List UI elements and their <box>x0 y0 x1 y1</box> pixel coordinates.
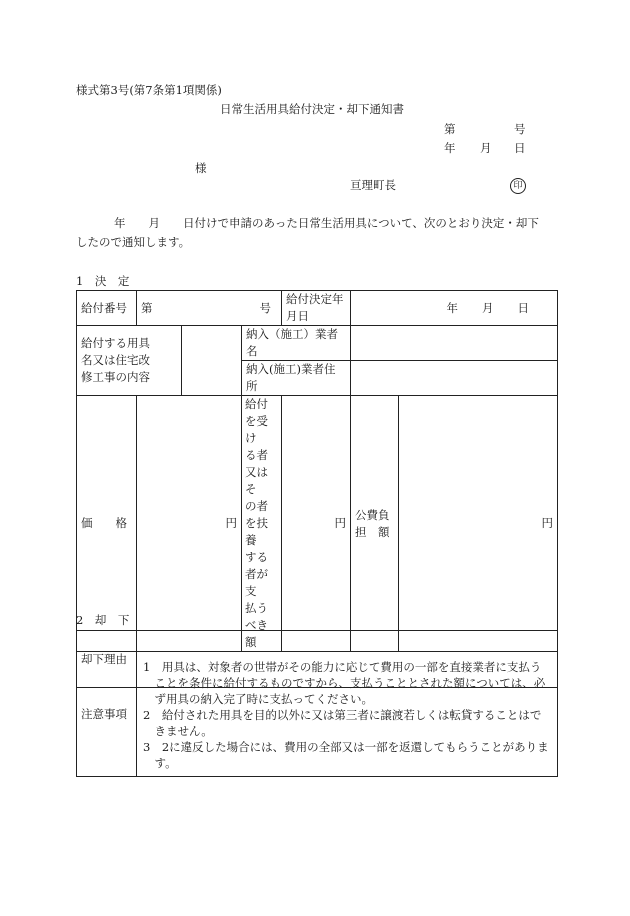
section2-heading: 2 却 下 <box>76 613 130 627</box>
section1-heading: 1 決 定 <box>76 274 130 288</box>
date-month-label: 月 <box>480 141 492 155</box>
number-prefix: 第 <box>444 122 456 136</box>
number-suffix: 号 <box>514 122 526 136</box>
document-title: 日常生活用具給付決定・却下通知書 <box>220 102 404 116</box>
decision-day-label: 日 <box>517 300 530 315</box>
note-2: 2 給付された用具を目的以外に又は第三者に譲渡若しくは転貸することはできません。 <box>143 708 542 738</box>
payer-label-line3: の者を扶養 <box>245 499 268 547</box>
item-content-label <box>77 326 182 396</box>
note-1: 1 用具は、対象者の世帯がその能力に応じて費用の一部を直接業者に支払うことを条件に給付するものですから、支払うこととされた額については、必ず用具の納入完了時に支払ってください。 <box>143 660 546 706</box>
date-day-label: 日 <box>514 141 526 155</box>
issuer-name: 亘理町長 <box>350 178 396 192</box>
payer-label-line5: 払うべき額 <box>245 601 268 649</box>
item-content-field <box>182 326 242 396</box>
notice-text-line1: 年 月 日付けで申請のあった日常生活用具について、次のとおり決定・却下 <box>114 216 539 230</box>
public-share-label <box>351 396 399 652</box>
vendor-name-label: 納入（施工）業者名 <box>242 326 351 361</box>
note-3: 3 2に違反した場合には、費用の全部又は一部を返還してもらうことがあります。 <box>143 740 549 770</box>
payer-amount-label <box>242 396 282 652</box>
public-label-line1: 公費負 <box>355 507 390 522</box>
payer-label-line4: する者が支 <box>245 550 268 598</box>
notes-label: 注意事項 <box>77 652 137 777</box>
vendor-address-field <box>351 361 558 396</box>
rejection-table <box>76 630 558 688</box>
decision-date-field <box>351 291 558 326</box>
public-share-yen: 円 <box>399 396 558 652</box>
vendor-name-field <box>351 326 558 361</box>
recipient-suffix: 様 <box>195 161 207 175</box>
payer-amount-yen: 円 <box>282 396 351 652</box>
decision-month-label: 月 <box>482 300 494 315</box>
seal-mark: 印 <box>510 178 526 194</box>
vendor-address-label: 納入(施工)業者住所 <box>242 361 351 396</box>
payer-label-line2: る者又はそ <box>245 448 268 496</box>
form-number: 様式第3号(第7条第1項関係) <box>76 83 222 97</box>
notice-text-line2: したので通知します。 <box>76 235 191 249</box>
rejection-reason-label: 却下理由 <box>77 631 137 688</box>
decision-date-label: 給付決定年月日 <box>282 291 351 326</box>
price-label: 価 格 <box>77 396 137 652</box>
payer-label-line1: 給付を受け <box>245 397 268 445</box>
grant-number-label: 給付番号 <box>77 291 137 326</box>
grant-number-field <box>137 291 282 326</box>
price-yen: 円 <box>137 396 242 652</box>
date-year-label: 年 <box>444 141 456 155</box>
rejection-reason-field <box>137 631 558 688</box>
item-label-line3: 修工事の内容 <box>81 370 150 384</box>
decision-year-label: 年 <box>446 300 459 315</box>
grant-number-suffix: 号 <box>259 300 272 315</box>
item-label-line2: 名又は住宅改 <box>81 353 150 367</box>
public-label-line2: 担 額 <box>355 524 390 539</box>
grant-number-prefix: 第 <box>141 300 153 315</box>
item-label-line1: 給付する用具 <box>81 336 150 350</box>
decision-table <box>76 290 558 777</box>
